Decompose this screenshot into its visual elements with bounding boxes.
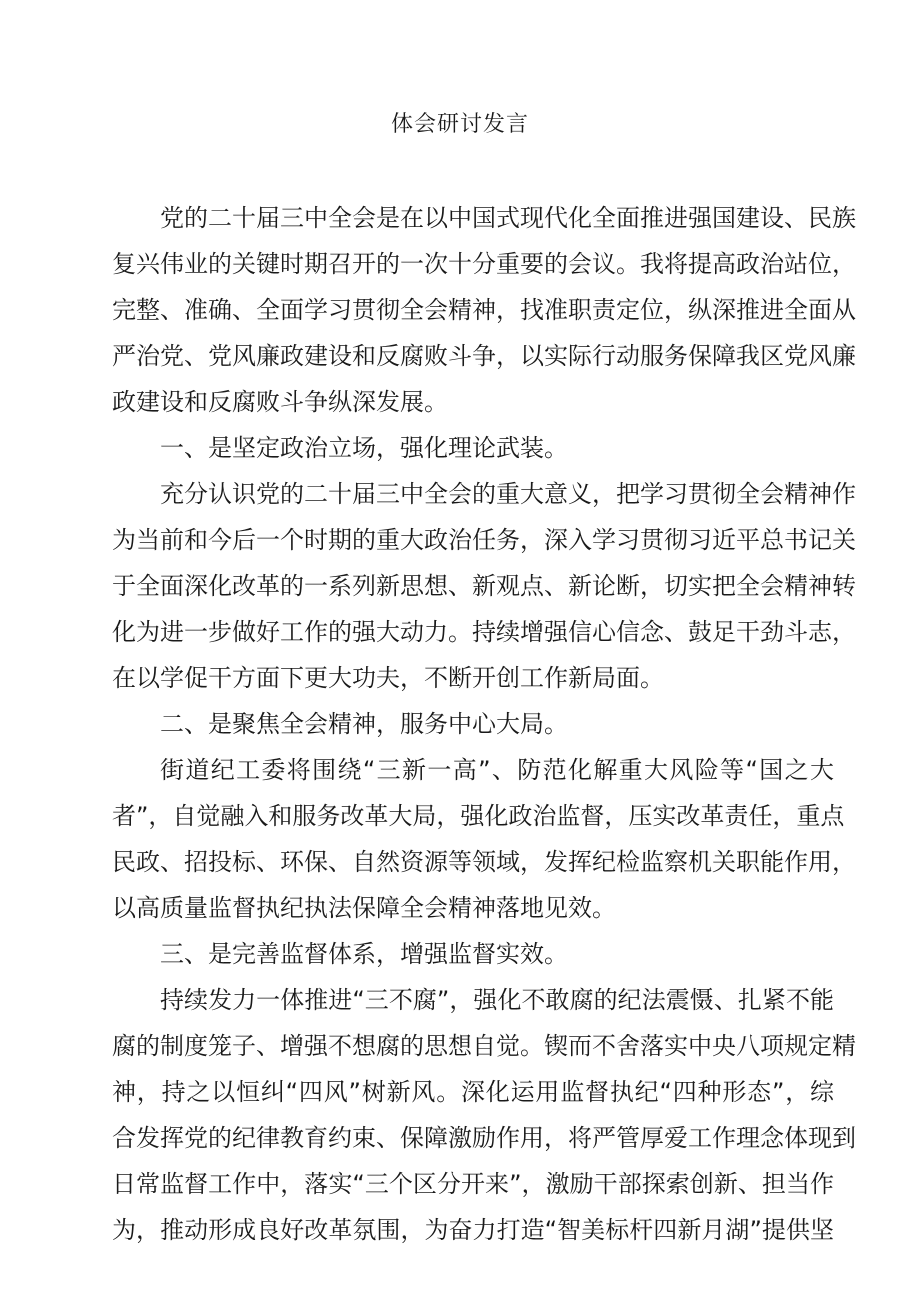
paragraph-line: 政建设和反腐败斗争纵深发展。 [112,388,448,416]
section-heading-1: 一、是坚定政治立场，强化理论武装。 [160,434,568,462]
paragraph-line: 神，持之以恒纠“四风”树新风。深化运用监督执纪“四种形态”，综 [112,1078,834,1106]
paragraph-line: 日常监督工作中，落实“三个区分开来”，激励干部探索创新、担当作 [112,1170,834,1198]
paragraph-line: 以高质量监督执纪执法保障全会精神落地见效。 [112,894,616,922]
paragraph-line: 持续发力一体推进“三不腐”，强化不敢腐的纪法震慑、扎紧不能 [160,986,834,1014]
paragraph-line: 复兴伟业的关键时期召开的一次十分重要的会议。我将提高政治站位， [112,250,856,278]
paragraph-line: 于全面深化改革的一系列新思想、新观点、新论断，切实把全会精神转 [112,572,856,600]
section-heading-2: 二、是聚焦全会精神，服务中心大局。 [160,710,568,738]
paragraph-line: 充分认识党的二十届三中全会的重大意义，把学习贯彻全会精神作 [160,480,856,508]
paragraph-line: 为，推动形成良好改革氛围，为奋力打造“智美标杆四新月湖”提供坚 [112,1216,834,1244]
paragraph-line: 民政、招投标、环保、自然资源等领域，发挥纪检监察机关职能作用， [112,848,856,876]
paragraph-line: 为当前和今后一个时期的重大政治任务，深入学习贯彻习近平总书记关 [112,526,856,554]
paragraph-line: 党的二十届三中全会是在以中国式现代化全面推进强国建设、民族 [160,204,856,232]
paragraph-line: 严治党、党风廉政建设和反腐败斗争，以实际行动服务保障我区党风廉 [112,342,856,370]
document-body [112,195,856,1253]
paragraph-line: 街道纪工委将围绕“三新一高”、防范化解重大风险等“国之大 [160,756,834,784]
paragraph-line: 者”，自觉融入和服务改革大局，强化政治监督，压实改革责任，重点 [112,802,845,830]
paragraph-line: 化为进一步做好工作的强大动力。持续增强信心信念、鼓足干劲斗志， [112,618,856,646]
paragraph-line: 腐的制度笼子、增强不想腐的思想自觉。锲而不舍落实中央八项规定精 [112,1032,856,1060]
document-title: 体会研讨发言 [390,112,529,137]
paragraph-line: 完整、准确、全面学习贯彻全会精神，找准职责定位，纵深推进全面从 [112,296,856,324]
paragraph-line: 在以学促干方面下更大功夫，不断开创工作新局面。 [112,664,664,692]
section-heading-3: 三、是完善监督体系，增强监督实效。 [160,940,568,968]
paragraph-line: 合发挥党的纪律教育约束、保障激励作用，将严管厚爱工作理念体现到 [112,1124,856,1152]
